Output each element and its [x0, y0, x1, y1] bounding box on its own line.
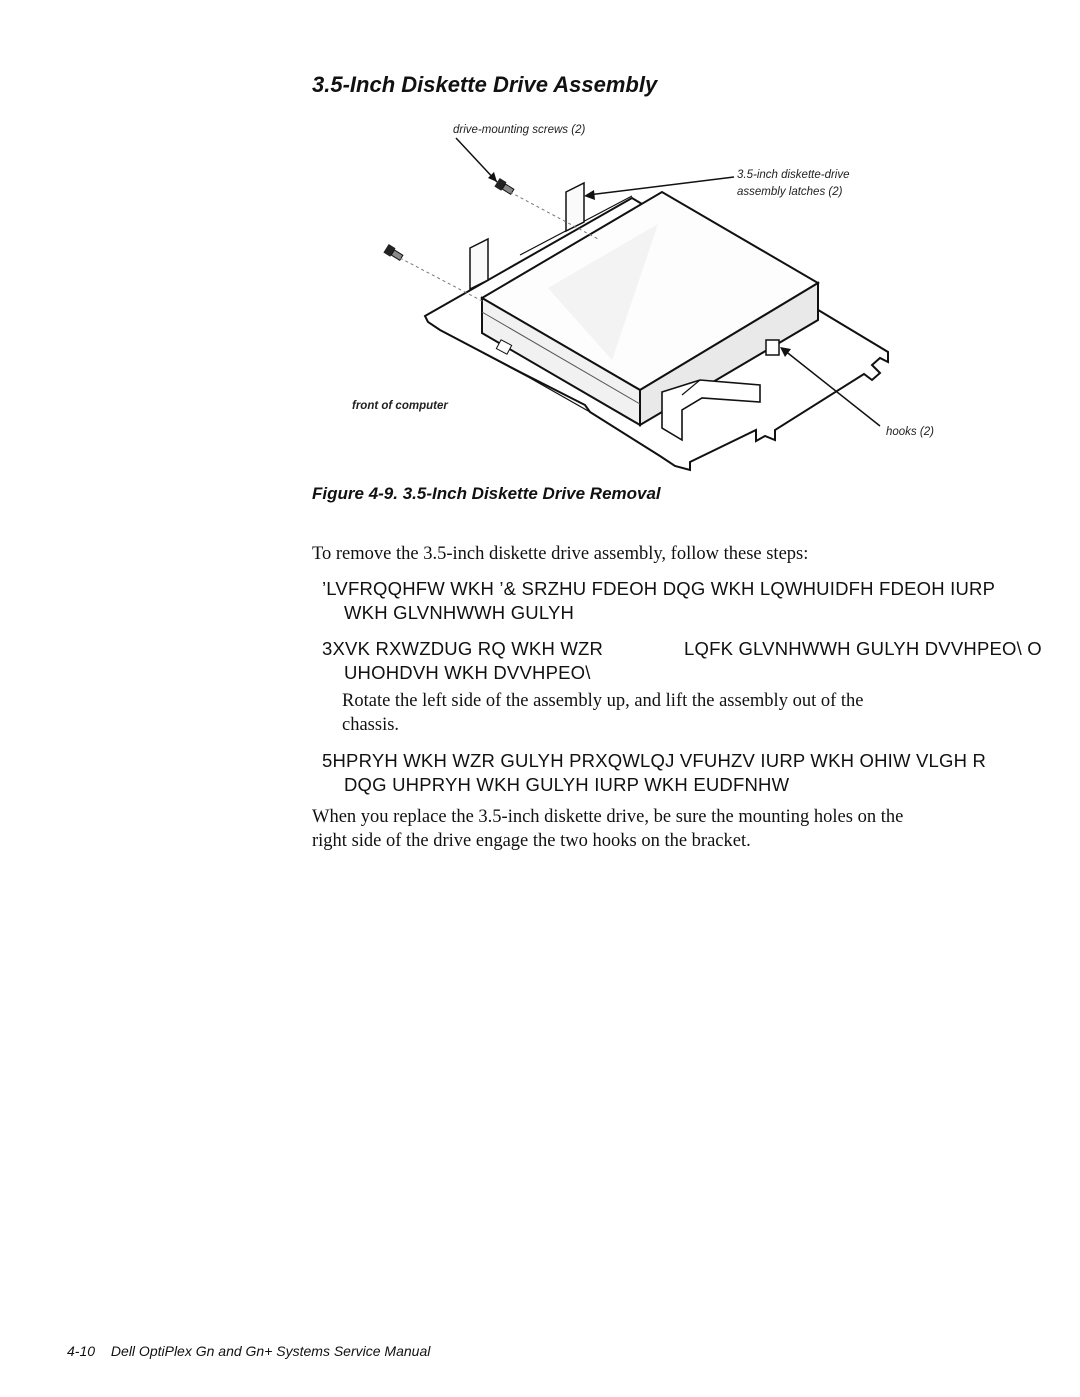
figure-caption — [312, 484, 661, 504]
step-2-line-1-part-2: LQFK GLVNHWWH GULYH DVVHPEO\ O — [684, 638, 1042, 659]
latch-left — [470, 239, 488, 289]
step-2-line-2: UHOHDVH WKH DVVHPEO\ — [344, 662, 591, 683]
front-callout: front of computer — [352, 400, 448, 412]
step-4-line-1: 5HPRYH WKH WZR GULYH PRXQWLQJ VFUHZV IURP WKH OHIW VLGH R — [322, 750, 987, 771]
diskette-drive-drawing — [340, 115, 960, 475]
latches-callout-line2: assembly latches (2) — [737, 186, 843, 198]
caption-title: 3.5-Inch Diskette Drive Removal — [402, 484, 661, 503]
step-3-line-2: chassis. — [342, 715, 400, 735]
hook — [766, 340, 779, 355]
page-footer — [67, 1343, 430, 1359]
screws-callout: drive-mounting screws (2) — [453, 124, 586, 136]
page-number: 4-10 — [67, 1343, 96, 1359]
closing-paragraph-line-1: When you replace the 3.5-inch diskette drive, be sure the mounting holes on the — [312, 807, 904, 827]
step-2-line-1-part-1: 3XVK RXWZDUG RQ WKH WZR — [322, 638, 604, 659]
step-3-line-1: Rotate the left side of the assembly up, and lift the assembly out of the — [342, 691, 864, 711]
figure-illustration — [340, 115, 960, 475]
step-1-line-2: WKH GLVNHWWH GULYH — [344, 602, 575, 623]
caption-number: 4-9. — [368, 484, 398, 503]
closing-paragraph-line-2: right side of the drive engage the two hooks on the bracket. — [312, 831, 751, 851]
latches-callout-line1: 3.5-inch diskette-drive — [737, 169, 850, 181]
manual-title: Dell OptiPlex Gn and Gn+ Systems Service Manual — [110, 1343, 431, 1359]
caption-prefix: Figure — [312, 484, 364, 503]
screw-lower — [383, 244, 404, 262]
hooks-callout: hooks (2) — [886, 426, 934, 438]
step-1-line-1: ’LVFRQQHFW WKH ’& SRZHU FDEOH DQG WKH LQWHUIDFH FDEOH IURP — [322, 578, 996, 599]
intro-paragraph: To remove the 3.5-inch diskette drive assembly, follow these steps: — [312, 544, 809, 564]
step-4-line-2: DQG UHPRYH WKH GULYH IURP WKH EUDFNHW — [344, 774, 790, 795]
section-title: 3.5-Inch Diskette Drive Assembly — [312, 72, 658, 97]
